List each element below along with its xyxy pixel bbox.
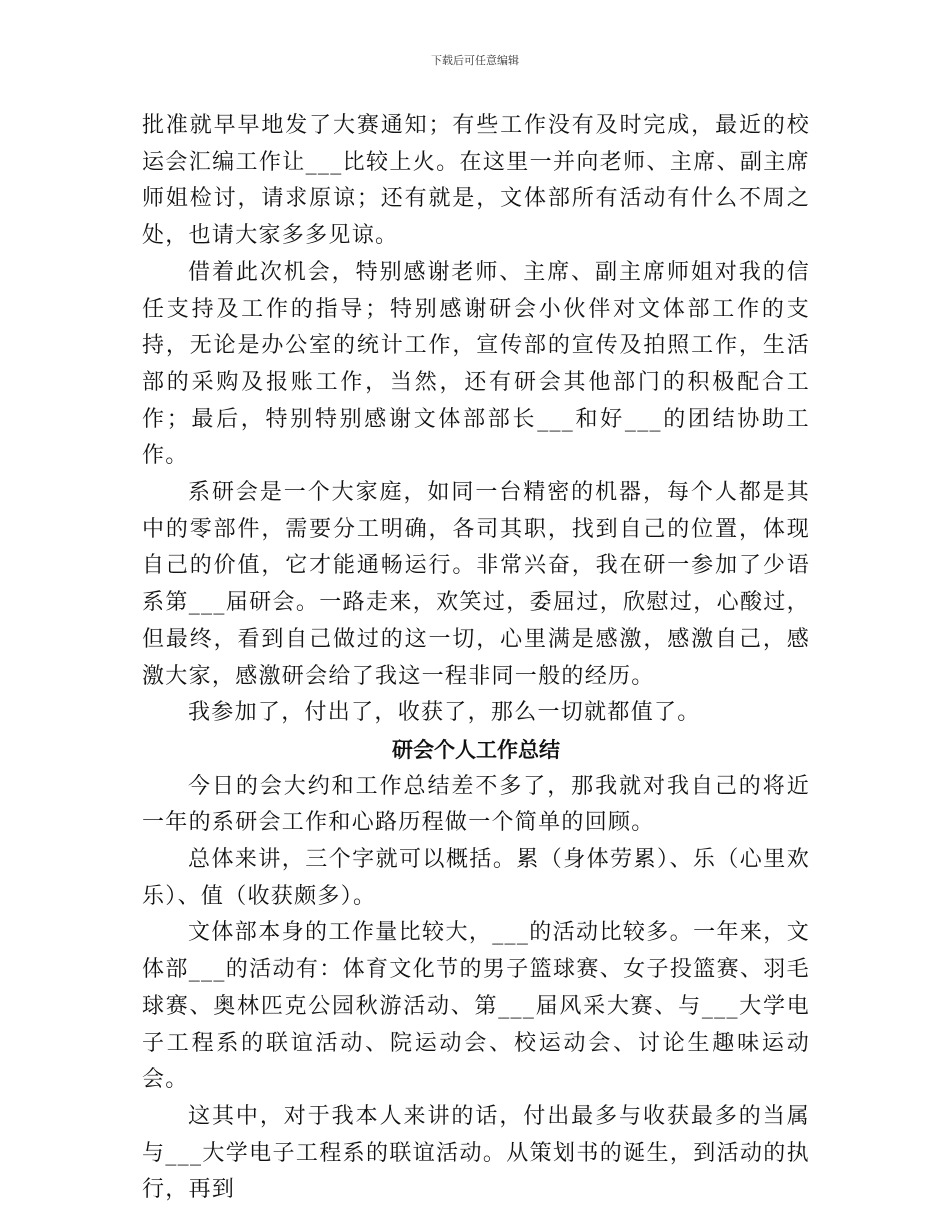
paragraph-thanks: 借着此次机会，特别感谢老师、主席、副主席师姐对我的信任支持及工作的指导；特别感谢研会小伙伴对文体部工作的支持，无论是办公室的统计工作，宣传部的宣传及拍照工作，生活部的采购及报账工作，当然，还有研会其他部门的积极配合工作；最后，特别特别感谢文体部部长___和好___的团结协助工作。	[142, 259, 810, 469]
paragraph-activities: 文体部本身的工作量比较大，___的活动比较多。一年来，文体部___的活动有：体育文化节的男子篮球赛、女子投篮赛、羽毛球赛、奥林匹克公园秋游活动、第___届风采大赛、与___大学电子工程系的联谊活动、院运动会、校运动会、讨论生趣味运动会。	[142, 920, 810, 1093]
paragraph-conclusion: 我参加了，付出了，收获了，那么一切就都值了。	[188, 700, 701, 726]
page-header: 下载后可任意编辑	[431, 54, 519, 67]
paragraph-highlight: 这其中，对于我本人来讲的话，付出最多与收获最多的当属与___大学电子工程系的联谊活动。从策划书的诞生，到活动的执行，再到	[142, 1103, 810, 1203]
document-body	[142, 108, 810, 1209]
paragraph-summary: 总体来讲，三个字就可以概括。累（身体劳累）、乐（心里欢乐）、值（收获颇多）。	[142, 847, 810, 909]
section-title: 研会个人工作总结	[392, 736, 560, 762]
paragraph-apology: 批准就早早地发了大赛通知；有些工作没有及时完成，最近的校运会汇编工作让___比较上火。在这里一并向老师、主席、副主席师姐检讨，请求原谅；还有就是，文体部所有活动有什么不周之处，也请大家多多见谅。	[142, 113, 810, 249]
paragraph-family: 系研会是一个大家庭，如同一台精密的机器，每个人都是其中的零部件，需要分工明确，各司其职，找到自己的位置，体现自己的价值，它才能通畅运行。非常兴奋，我在研一参加了少语系第___届研会。一路走来，欢笑过，委屈过，欣慰过，心酸过，但最终，看到自己做过的这一切，心里满是感激，感激自己，感激大家，感激研会给了我这一程非同一般的经历。	[142, 480, 810, 689]
paragraph-review-intro: 今日的会大约和工作总结差不多了，那我就对我自己的将近一年的系研会工作和心路历程做一个简单的回顾。	[142, 773, 810, 836]
